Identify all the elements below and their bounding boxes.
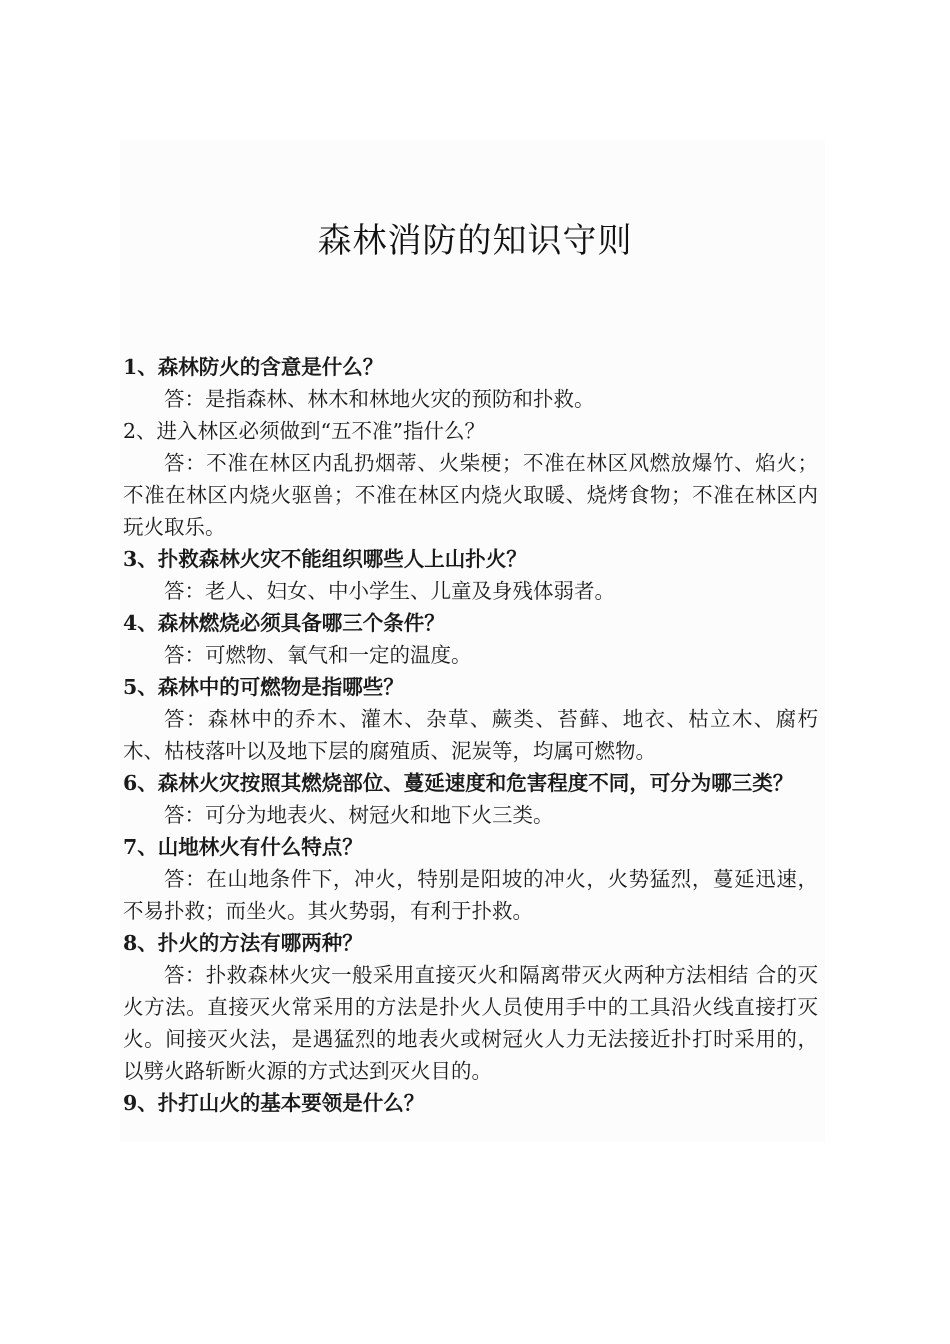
answer-2: 答：不准在林区内乱扔烟蒂、火柴梗；不准在林区风燃放爆竹、焰火；不准在林区内烧火驱兽；不准在林区内烧火取暖、烧烤食物；不准在林区内玩火取乐。 [123,451,818,539]
answer-7: 答：在山地条件下，冲火，特别是阳坡的冲火，火势猛烈，蔓延迅速，不易扑救；而坐火。其火势弱，有利于扑救。 [123,867,818,923]
answer-5: 答：森林中的乔木、灌木、杂草、蕨类、苔藓、地衣、枯立木、腐朽木、枯枝落叶以及地下层的腐殖质、泥炭等，均属可燃物。 [123,707,818,763]
question-4: 4、森林燃烧必须具备哪三个条件？ [123,611,445,635]
answer-3: 答：老人、妇女、中小学生、儿童及身残体弱者。 [164,579,615,603]
question-3: 3、扑救森林火灾不能组织哪些人上山扑火？ [123,547,527,571]
answer-1: 答：是指森林、林木和林地火灾的预防和扑救。 [164,387,595,411]
document-title: 森林消防的知识守则 [317,221,633,261]
question-8: 8、扑火的方法有哪两种？ [123,931,363,955]
document-body [123,351,818,1119]
question-6: 6、森林火灾按照其燃烧部位、蔓延速度和危害程度不同，可分为哪三类？ [123,771,794,795]
question-2: 2、进入林区必须做到“五不准”指什么？ [123,419,486,443]
question-9: 9、扑打山火的基本要领是什么？ [123,1091,425,1115]
question-7: 7、山地林火有什么特点？ [123,835,363,859]
answer-6: 答：可分为地表火、树冠火和地下火三类。 [164,803,554,827]
answer-8: 答：扑救森林火灾一般采用直接灭火和隔离带灭火两种方法相结 合的灭火方法。直接灭火常采用的方法是扑火人员使用手中的工具沿火线直接打灭火。间接灭火法，是遇猛烈的地表火或树冠火人力无法接近扑打时采用的，以劈火路斩断火源的方式达到灭火目的。 [123,963,818,1083]
question-1: 1、森林防火的含意是什么？ [123,355,384,379]
question-5: 5、森林中的可燃物是指哪些？ [123,675,404,699]
answer-4: 答：可燃物、氧气和一定的温度。 [164,643,472,667]
